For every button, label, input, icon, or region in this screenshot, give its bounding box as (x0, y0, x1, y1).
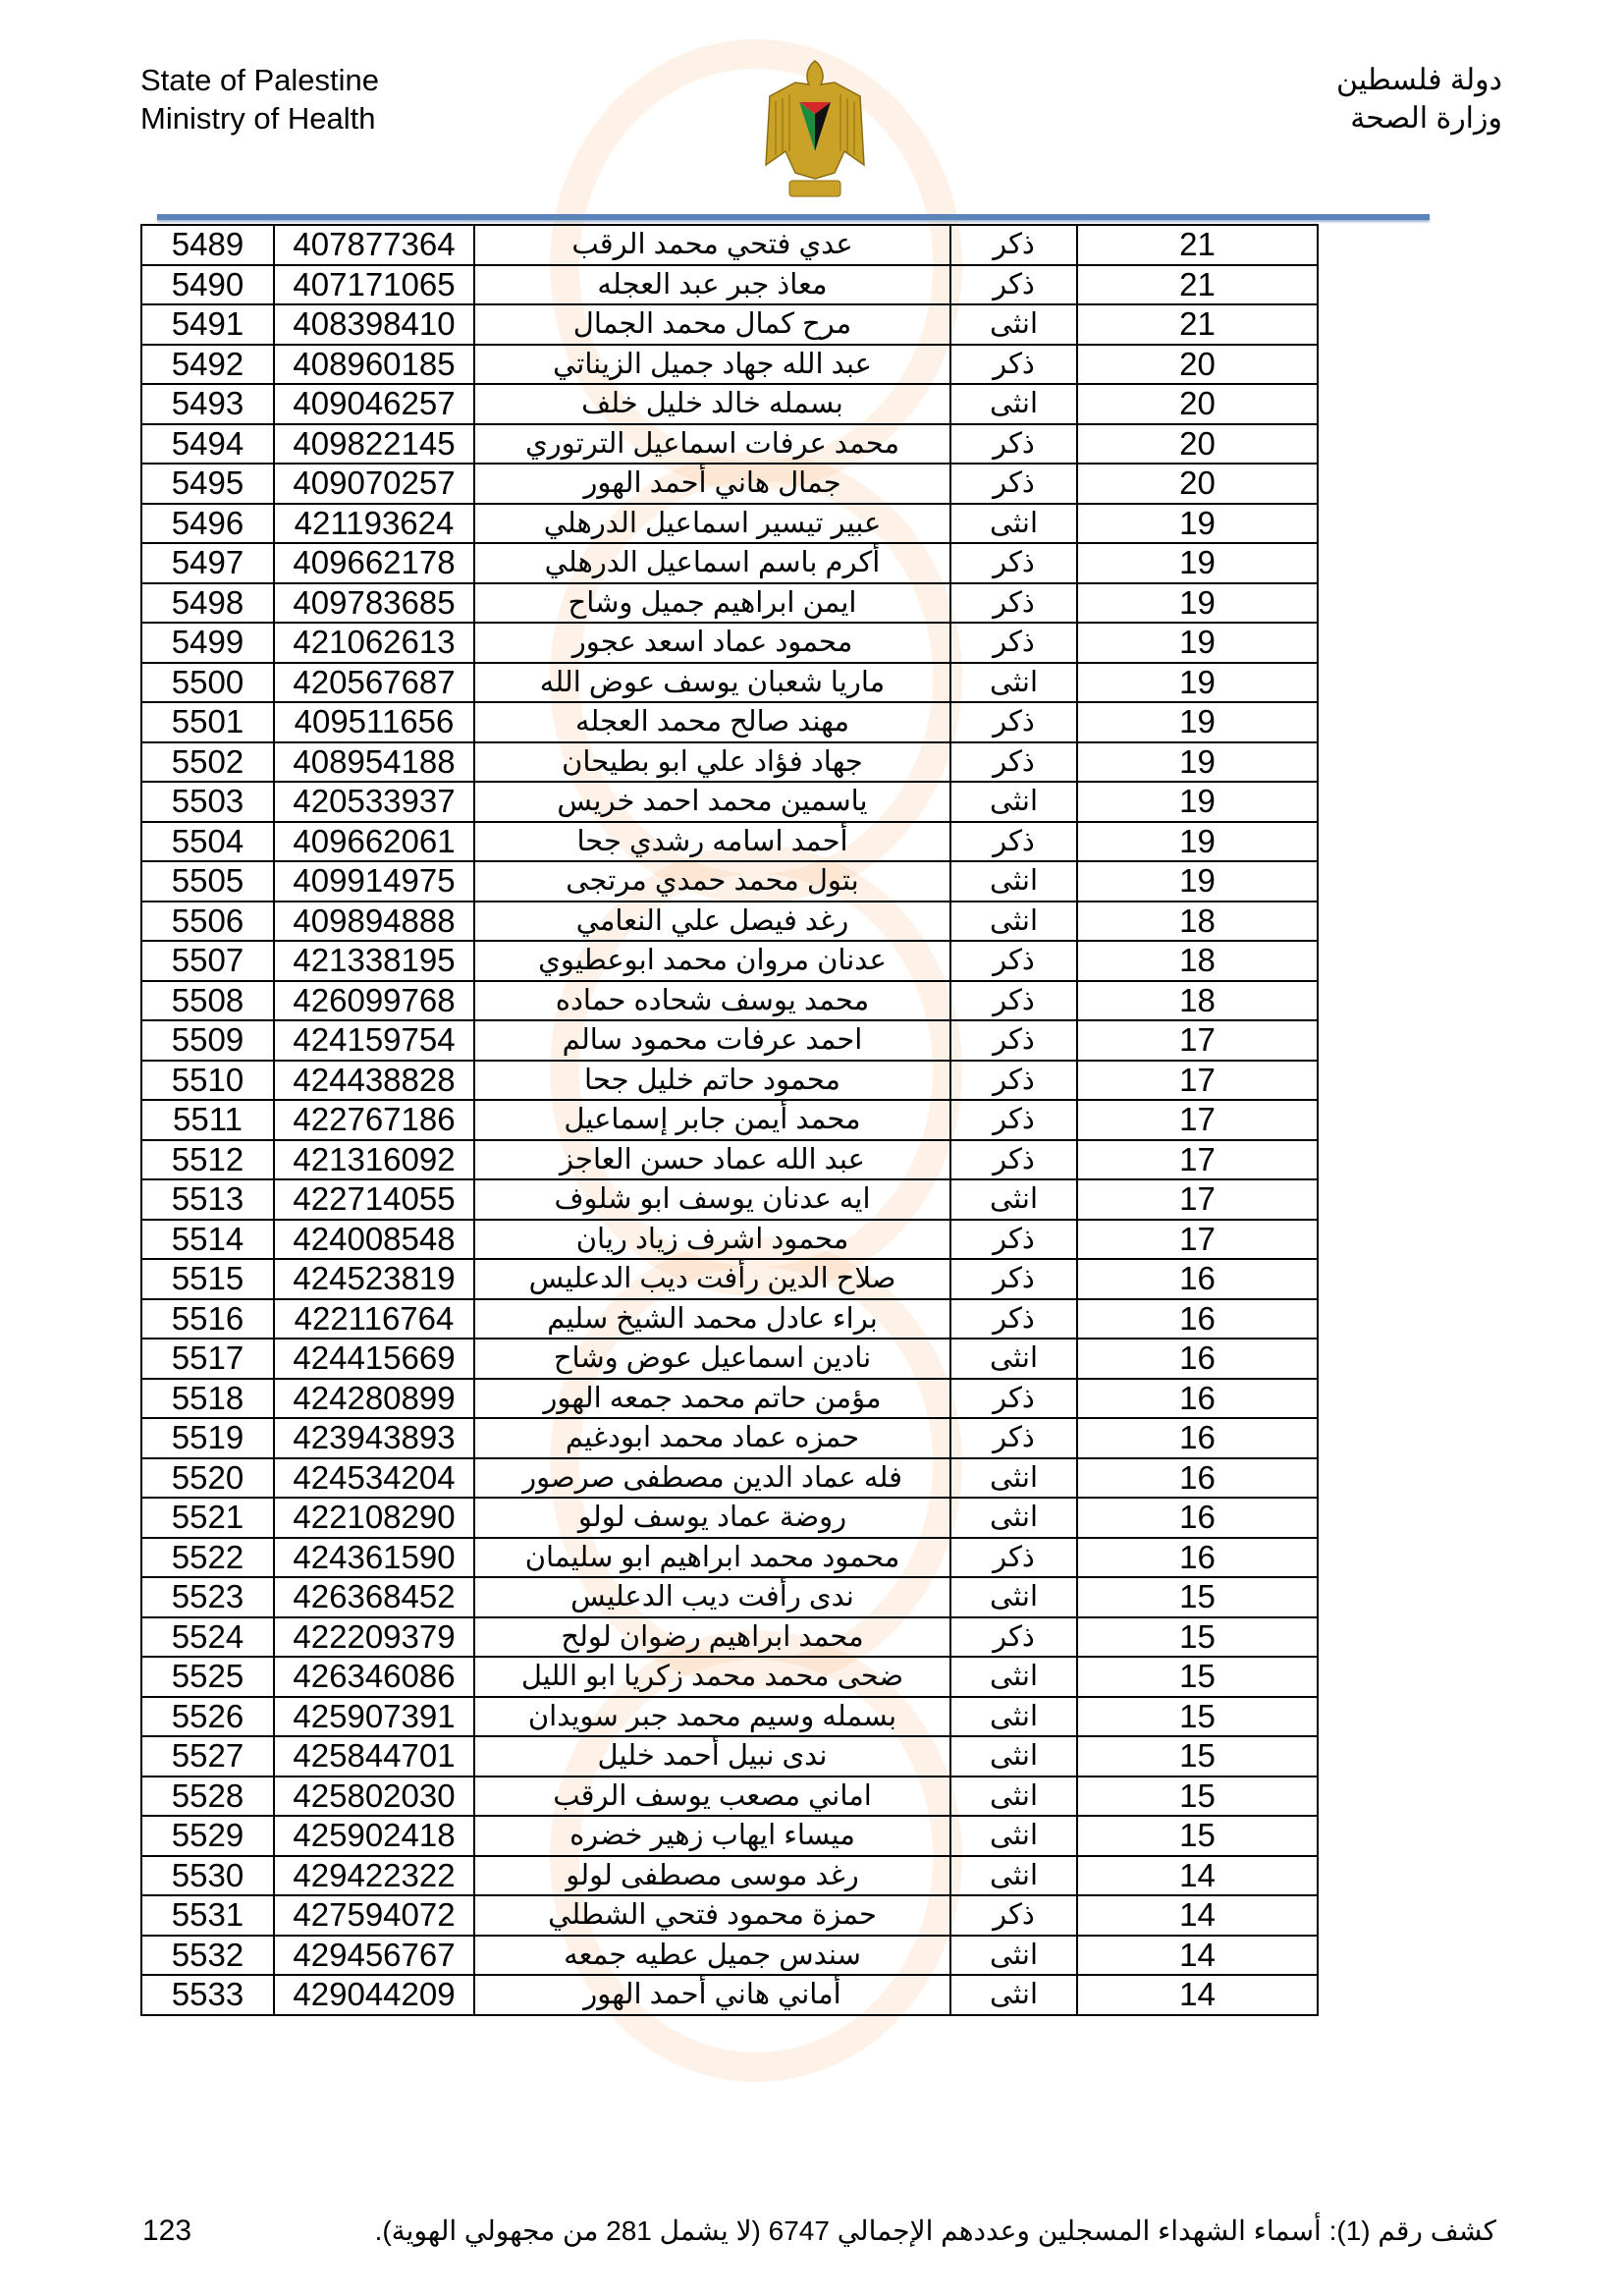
header-english (140, 61, 379, 137)
table-row (141, 424, 1318, 465)
age-cell: 19 (1077, 861, 1318, 902)
age-cell: 16 (1077, 1339, 1318, 1379)
footer-note: كشف رقم (1): أسماء الشهداء المسجلين وعددهم الإجمالي 6747 (لا يشمل 281 من مجهولي الهوية). (374, 2215, 1496, 2246)
age-cell: 19 (1077, 782, 1318, 822)
age-cell: 14 (1077, 1936, 1318, 1976)
id-number-cell: 422209379 (274, 1617, 474, 1658)
serial-cell: 5490 (141, 265, 274, 305)
table-row (141, 1538, 1318, 1578)
age-cell: 15 (1077, 1777, 1318, 1817)
serial-cell: 5523 (141, 1577, 274, 1617)
age-cell: 17 (1077, 1220, 1318, 1260)
age-cell: 20 (1077, 464, 1318, 504)
serial-cell: 5506 (141, 902, 274, 942)
name-cell: محمود عماد اسعد عجور (474, 623, 950, 663)
table-row (141, 702, 1318, 742)
name-cell: معاذ جبر عبد العجله (474, 265, 950, 305)
id-number-cell: 409894888 (274, 902, 474, 942)
age-cell: 16 (1077, 1418, 1318, 1458)
gender-cell: انثى (950, 1339, 1077, 1379)
page-number: 123 (142, 2214, 192, 2247)
name-cell: ندى نبيل أحمد خليل (474, 1736, 950, 1777)
age-cell: 15 (1077, 1816, 1318, 1856)
name-cell: مرح كمال محمد الجمال (474, 304, 950, 345)
serial-cell: 5516 (141, 1299, 274, 1339)
gender-cell: ذكر (950, 265, 1077, 305)
serial-cell: 5501 (141, 702, 274, 742)
serial-cell: 5503 (141, 782, 274, 822)
name-cell: عبد الله عماد حسن العاجز (474, 1140, 950, 1180)
table-row (141, 1856, 1318, 1896)
id-number-cell: 425907391 (274, 1697, 474, 1737)
serial-cell: 5494 (141, 424, 274, 465)
table-row (141, 1895, 1318, 1936)
serial-cell: 5533 (141, 1975, 274, 2015)
serial-cell: 5498 (141, 583, 274, 624)
serial-cell: 5511 (141, 1100, 274, 1140)
serial-cell: 5530 (141, 1856, 274, 1896)
name-cell: فله عماد الدين مصطفى صرصور (474, 1458, 950, 1499)
age-cell: 19 (1077, 583, 1318, 624)
age-cell: 17 (1077, 1179, 1318, 1220)
serial-cell: 5520 (141, 1458, 274, 1499)
id-number-cell: 409914975 (274, 861, 474, 902)
table-row (141, 1299, 1318, 1339)
gender-cell: ذكر (950, 1140, 1077, 1180)
name-cell: جمال هاني أحمد الهور (474, 464, 950, 504)
age-cell: 17 (1077, 1100, 1318, 1140)
id-number-cell: 408398410 (274, 304, 474, 345)
gender-cell: ذكر (950, 1061, 1077, 1101)
table-row (141, 1697, 1318, 1737)
age-cell: 18 (1077, 902, 1318, 942)
id-number-cell: 420533937 (274, 782, 474, 822)
gender-cell: انثى (950, 504, 1077, 544)
id-number-cell: 420567687 (274, 663, 474, 703)
serial-cell: 5524 (141, 1617, 274, 1658)
gender-cell: انثى (950, 384, 1077, 424)
table-row (141, 1936, 1318, 1976)
id-number-cell: 422767186 (274, 1100, 474, 1140)
id-number-cell: 424438828 (274, 1061, 474, 1101)
gender-cell: انثى (950, 1179, 1077, 1220)
gender-cell: ذكر (950, 1299, 1077, 1339)
table-row (141, 981, 1318, 1021)
gender-cell: انثى (950, 1736, 1077, 1777)
name-cell: ايه عدنان يوسف ابو شلوف (474, 1179, 950, 1220)
id-number-cell: 429044209 (274, 1975, 474, 2015)
table-row (141, 265, 1318, 305)
table-row (141, 1379, 1318, 1419)
age-cell: 18 (1077, 981, 1318, 1021)
name-cell: محمد عرفات اسماعيل الترتوري (474, 424, 950, 465)
id-number-cell: 407877364 (274, 225, 474, 265)
serial-cell: 5492 (141, 345, 274, 385)
table-row (141, 902, 1318, 942)
serial-cell: 5496 (141, 504, 274, 544)
name-cell: اماني مصعب يوسف الرقب (474, 1777, 950, 1817)
table-row (141, 1617, 1318, 1658)
name-cell: عبير تيسير اسماعيل الدرهلي (474, 504, 950, 544)
id-number-cell: 409662178 (274, 543, 474, 583)
serial-cell: 5514 (141, 1220, 274, 1260)
id-number-cell: 409662061 (274, 822, 474, 862)
gender-cell: انثى (950, 1856, 1077, 1896)
age-cell: 15 (1077, 1577, 1318, 1617)
name-cell: محمد يوسف شحاده حماده (474, 981, 950, 1021)
name-cell: مهند صالح محمد العجله (474, 702, 950, 742)
header-divider (157, 214, 1430, 220)
table-row (141, 941, 1318, 981)
gender-cell: ذكر (950, 1379, 1077, 1419)
serial-cell: 5497 (141, 543, 274, 583)
id-number-cell: 408960185 (274, 345, 474, 385)
serial-cell: 5507 (141, 941, 274, 981)
id-number-cell: 409070257 (274, 464, 474, 504)
id-number-cell: 421062613 (274, 623, 474, 663)
gender-cell: انثى (950, 902, 1077, 942)
ministry-name-ar: وزارة الصحة (1350, 102, 1502, 135)
id-number-cell: 424159754 (274, 1020, 474, 1061)
gender-cell: ذكر (950, 702, 1077, 742)
serial-cell: 5504 (141, 822, 274, 862)
table-row (141, 1259, 1318, 1299)
serial-cell: 5509 (141, 1020, 274, 1061)
table-row (141, 543, 1318, 583)
table-row (141, 1577, 1318, 1617)
age-cell: 15 (1077, 1657, 1318, 1697)
gender-cell: انثى (950, 782, 1077, 822)
table-row (141, 1498, 1318, 1538)
serial-cell: 5532 (141, 1936, 274, 1976)
gender-cell: انثى (950, 1777, 1077, 1817)
name-cell: بتول محمد حمدي مرتجى (474, 861, 950, 902)
serial-cell: 5529 (141, 1816, 274, 1856)
gender-cell: ذكر (950, 1418, 1077, 1458)
martyrs-table (140, 224, 1319, 2016)
serial-cell: 5512 (141, 1140, 274, 1180)
id-number-cell: 426346086 (274, 1657, 474, 1697)
serial-cell: 5489 (141, 225, 274, 265)
name-cell: براء عادل محمد الشيخ سليم (474, 1299, 950, 1339)
gender-cell: ذكر (950, 345, 1077, 385)
gender-cell: ذكر (950, 543, 1077, 583)
table-row (141, 663, 1318, 703)
table-row (141, 1736, 1318, 1777)
state-name-en: State of Palestine (140, 63, 379, 97)
name-cell: أماني هاني أحمد الهور (474, 1975, 950, 2015)
age-cell: 20 (1077, 384, 1318, 424)
gender-cell: ذكر (950, 1617, 1077, 1658)
id-number-cell: 425902418 (274, 1816, 474, 1856)
gender-cell: ذكر (950, 1895, 1077, 1936)
id-number-cell: 409511656 (274, 702, 474, 742)
age-cell: 14 (1077, 1856, 1318, 1896)
name-cell: ايمن ابراهيم جميل وشاح (474, 583, 950, 624)
age-cell: 14 (1077, 1895, 1318, 1936)
name-cell: روضة عماد يوسف لولو (474, 1498, 950, 1538)
serial-cell: 5519 (141, 1418, 274, 1458)
age-cell: 16 (1077, 1458, 1318, 1499)
serial-cell: 5528 (141, 1777, 274, 1817)
serial-cell: 5495 (141, 464, 274, 504)
gender-cell: انثى (950, 1577, 1077, 1617)
id-number-cell: 421316092 (274, 1140, 474, 1180)
table-row (141, 1179, 1318, 1220)
ministry-name-en: Ministry of Health (140, 101, 376, 136)
name-cell: محمود محمد ابراهيم ابو سليمان (474, 1538, 950, 1578)
name-cell: أكرم باسم اسماعيل الدرهلي (474, 543, 950, 583)
id-number-cell: 409046257 (274, 384, 474, 424)
id-number-cell: 422714055 (274, 1179, 474, 1220)
gender-cell: ذكر (950, 941, 1077, 981)
name-cell: رغد فيصل علي النعامي (474, 902, 950, 942)
id-number-cell: 424280899 (274, 1379, 474, 1419)
table-row (141, 1220, 1318, 1260)
serial-cell: 5510 (141, 1061, 274, 1101)
age-cell: 21 (1077, 304, 1318, 345)
age-cell: 17 (1077, 1140, 1318, 1180)
id-number-cell: 429422322 (274, 1856, 474, 1896)
name-cell: بسمله وسيم محمد جبر سويدان (474, 1697, 950, 1737)
age-cell: 16 (1077, 1538, 1318, 1578)
gender-cell: انثى (950, 861, 1077, 902)
name-cell: محمد ابراهيم رضوان لولح (474, 1617, 950, 1658)
table-row (141, 1061, 1318, 1101)
name-cell: حمزة محمود فتحي الشطلي (474, 1895, 950, 1936)
name-cell: بسمله خالد خليل خلف (474, 384, 950, 424)
name-cell: أحمد اسامه رشدي جحا (474, 822, 950, 862)
gender-cell: انثى (950, 304, 1077, 345)
serial-cell: 5513 (141, 1179, 274, 1220)
id-number-cell: 424523819 (274, 1259, 474, 1299)
age-cell: 19 (1077, 702, 1318, 742)
age-cell: 21 (1077, 225, 1318, 265)
id-number-cell: 409822145 (274, 424, 474, 465)
gender-cell: ذكر (950, 583, 1077, 624)
table-row (141, 1339, 1318, 1379)
table-row (141, 1458, 1318, 1499)
id-number-cell: 429456767 (274, 1936, 474, 1976)
age-cell: 17 (1077, 1061, 1318, 1101)
age-cell: 20 (1077, 345, 1318, 385)
name-cell: محمود اشرف زياد ريان (474, 1220, 950, 1260)
palestine-emblem-icon (756, 57, 874, 204)
id-number-cell: 427594072 (274, 1895, 474, 1936)
gender-cell: ذكر (950, 1220, 1077, 1260)
gender-cell: انثى (950, 1975, 1077, 2015)
gender-cell: ذكر (950, 225, 1077, 265)
id-number-cell: 425802030 (274, 1777, 474, 1817)
age-cell: 15 (1077, 1697, 1318, 1737)
name-cell: ياسمين محمد احمد خريس (474, 782, 950, 822)
id-number-cell: 421338195 (274, 941, 474, 981)
gender-cell: انثى (950, 1697, 1077, 1737)
age-cell: 14 (1077, 1975, 1318, 2015)
gender-cell: ذكر (950, 742, 1077, 783)
gender-cell: ذكر (950, 1538, 1077, 1578)
table-row (141, 1657, 1318, 1697)
id-number-cell: 423943893 (274, 1418, 474, 1458)
table-row (141, 345, 1318, 385)
name-cell: مؤمن حاتم محمد جمعه الهور (474, 1379, 950, 1419)
name-cell: محمود حاتم خليل جحا (474, 1061, 950, 1101)
id-number-cell: 424415669 (274, 1339, 474, 1379)
name-cell: ميساء ايهاب زهير خضره (474, 1816, 950, 1856)
id-number-cell: 422116764 (274, 1299, 474, 1339)
age-cell: 18 (1077, 941, 1318, 981)
table-row (141, 1418, 1318, 1458)
age-cell: 17 (1077, 1020, 1318, 1061)
name-cell: ماريا شعبان يوسف عوض الله (474, 663, 950, 703)
table-row (141, 504, 1318, 544)
age-cell: 20 (1077, 424, 1318, 465)
table-row (141, 1140, 1318, 1180)
table-row (141, 1975, 1318, 2015)
id-number-cell: 424361590 (274, 1538, 474, 1578)
gender-cell: انثى (950, 1816, 1077, 1856)
name-cell: جهاد فؤاد علي ابو بطيحان (474, 742, 950, 783)
gender-cell: ذكر (950, 1100, 1077, 1140)
table-row (141, 304, 1318, 345)
gender-cell: انثى (950, 1936, 1077, 1976)
gender-cell: ذكر (950, 1020, 1077, 1061)
name-cell: عبد الله جهاد جميل الزيناتي (474, 345, 950, 385)
serial-cell: 5522 (141, 1538, 274, 1578)
serial-cell: 5505 (141, 861, 274, 902)
serial-cell: 5499 (141, 623, 274, 663)
gender-cell: انثى (950, 1657, 1077, 1697)
header-arabic (1336, 61, 1502, 137)
age-cell: 19 (1077, 543, 1318, 583)
age-cell: 21 (1077, 265, 1318, 305)
serial-cell: 5508 (141, 981, 274, 1021)
table-row (141, 583, 1318, 624)
gender-cell: ذكر (950, 1259, 1077, 1299)
name-cell: صلاح الدين رأفت ديب الدعليس (474, 1259, 950, 1299)
gender-cell: ذكر (950, 424, 1077, 465)
serial-cell: 5493 (141, 384, 274, 424)
id-number-cell: 426099768 (274, 981, 474, 1021)
serial-cell: 5526 (141, 1697, 274, 1737)
age-cell: 19 (1077, 742, 1318, 783)
serial-cell: 5521 (141, 1498, 274, 1538)
gender-cell: انثى (950, 1458, 1077, 1499)
serial-cell: 5500 (141, 663, 274, 703)
table-row (141, 384, 1318, 424)
table-row (141, 742, 1318, 783)
gender-cell: ذكر (950, 623, 1077, 663)
gender-cell: انثى (950, 1498, 1077, 1538)
age-cell: 19 (1077, 623, 1318, 663)
gender-cell: ذكر (950, 981, 1077, 1021)
gender-cell: ذكر (950, 822, 1077, 862)
id-number-cell: 408954188 (274, 742, 474, 783)
age-cell: 19 (1077, 663, 1318, 703)
table-row (141, 822, 1318, 862)
name-cell: ضحى محمد محمد زكريا ابو الليل (474, 1657, 950, 1697)
serial-cell: 5525 (141, 1657, 274, 1697)
gender-cell: ذكر (950, 464, 1077, 504)
age-cell: 16 (1077, 1498, 1318, 1538)
serial-cell: 5531 (141, 1895, 274, 1936)
table-row (141, 782, 1318, 822)
state-name-ar: دولة فلسطين (1336, 64, 1502, 96)
name-cell: حمزه عماد محمد ابودغيم (474, 1418, 950, 1458)
id-number-cell: 421193624 (274, 504, 474, 544)
serial-cell: 5527 (141, 1736, 274, 1777)
id-number-cell: 409783685 (274, 583, 474, 624)
serial-cell: 5518 (141, 1379, 274, 1419)
id-number-cell: 424008548 (274, 1220, 474, 1260)
age-cell: 19 (1077, 822, 1318, 862)
id-number-cell: 424534204 (274, 1458, 474, 1499)
serial-cell: 5517 (141, 1339, 274, 1379)
age-cell: 16 (1077, 1259, 1318, 1299)
id-number-cell: 426368452 (274, 1577, 474, 1617)
serial-cell: 5515 (141, 1259, 274, 1299)
age-cell: 15 (1077, 1736, 1318, 1777)
table-row (141, 623, 1318, 663)
id-number-cell: 422108290 (274, 1498, 474, 1538)
name-cell: محمد أيمن جابر إسماعيل (474, 1100, 950, 1140)
age-cell: 16 (1077, 1379, 1318, 1419)
age-cell: 19 (1077, 504, 1318, 544)
name-cell: عدنان مروان محمد ابوعطيوي (474, 941, 950, 981)
age-cell: 16 (1077, 1299, 1318, 1339)
name-cell: احمد عرفات محمود سالم (474, 1020, 950, 1061)
id-number-cell: 407171065 (274, 265, 474, 305)
table-row (141, 464, 1318, 504)
table-row (141, 1100, 1318, 1140)
name-cell: نادين اسماعيل عوض وشاح (474, 1339, 950, 1379)
name-cell: عدي فتحي محمد الرقب (474, 225, 950, 265)
id-number-cell: 425844701 (274, 1736, 474, 1777)
serial-cell: 5502 (141, 742, 274, 783)
serial-cell: 5491 (141, 304, 274, 345)
table-row (141, 1777, 1318, 1817)
gender-cell: انثى (950, 663, 1077, 703)
age-cell: 15 (1077, 1617, 1318, 1658)
table-row (141, 861, 1318, 902)
table-row (141, 225, 1318, 265)
name-cell: سندس جميل عطيه جمعه (474, 1936, 950, 1976)
table-row (141, 1020, 1318, 1061)
name-cell: ندى رأفت ديب الدعليس (474, 1577, 950, 1617)
table-row (141, 1816, 1318, 1856)
name-cell: رغد موسى مصطفى لولو (474, 1856, 950, 1896)
